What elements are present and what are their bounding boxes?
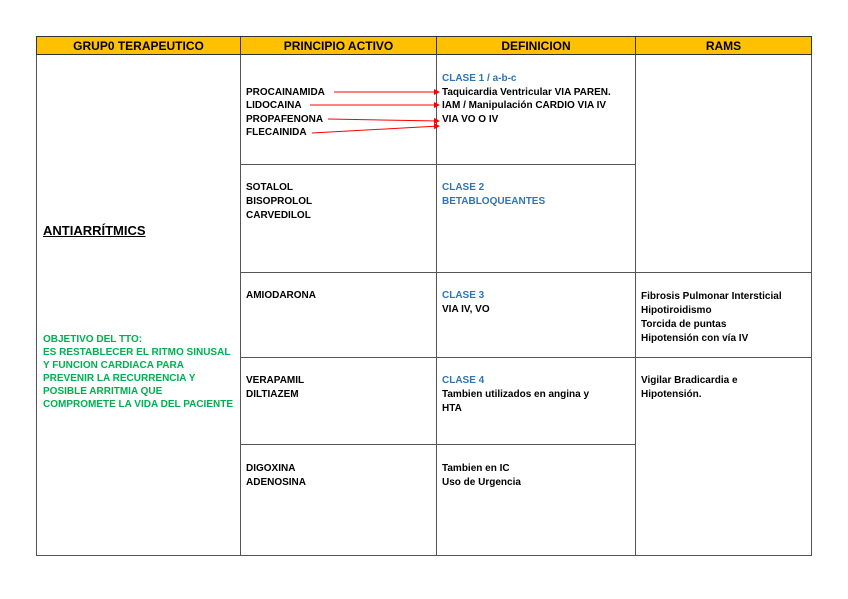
row2-drug-1: SOTALOL xyxy=(246,182,294,193)
row1-definition-1: Taquicardia Ventricular VIA PAREN. xyxy=(442,87,611,98)
row2-drug-3: CARVEDILOL xyxy=(246,210,311,221)
header-definicion: DEFINICION xyxy=(436,36,636,55)
row1-drug-3: PROPAFENONA xyxy=(246,114,324,125)
row4-drug-2: DILTIAZEM xyxy=(246,389,299,400)
row3-rams-2: Hipotiroidismo xyxy=(641,305,712,316)
row5-drug-1: DIGOXINA xyxy=(246,463,296,474)
header-grupo-terapeutico: GRUP0 TERAPEUTICO xyxy=(36,36,241,55)
row1-drug-1: PROCAINAMIDA xyxy=(246,87,325,98)
arrow-flecainida xyxy=(312,126,439,133)
row3-rams-4: Hipotensión con vía IV xyxy=(641,333,749,344)
row5-drug-2: ADENOSINA xyxy=(246,477,307,488)
row4-rams-2: Hipotensión. xyxy=(641,389,702,400)
row1-definition-2: IAM / Manipulación CARDIO VIA IV xyxy=(442,100,607,111)
group-title: ANTIARRÍTMICS xyxy=(43,223,146,238)
row5-definition-2: Uso de Urgencia xyxy=(442,477,521,488)
row4-definition-1: Tambien utilizados en angina y xyxy=(442,389,590,400)
row5-definition-1: Tambien en IC xyxy=(442,463,510,474)
header-rams: RAMS xyxy=(635,36,812,55)
row3-class-label: CLASE 3 xyxy=(442,290,485,301)
row3-definition-1: VIA IV, VO xyxy=(442,304,490,315)
row1-drug-4: FLECAINIDA xyxy=(246,127,307,138)
row1-definition-3: VIA VO O IV xyxy=(442,114,499,125)
row4-class-label: CLASE 4 xyxy=(442,375,485,386)
row3-drug-1: AMIODARONA xyxy=(246,290,316,301)
row1-drug-2: LIDOCAINA xyxy=(246,100,302,111)
objective-text: ES RESTABLECER EL RITMO SINUSAL Y FUNCION CARDIACA PARA PREVENIR LA RECURRENCIA Y POSIBLE ARRITMIA QUE COMPROMETE LA VIDA DEL PACIENTE xyxy=(43,347,234,410)
row3-rams-3: Torcida de puntas xyxy=(641,319,727,330)
row2-drug-2: BISOPROLOL xyxy=(246,196,313,207)
row1-class-label: CLASE 1 / a-b-c xyxy=(442,73,517,84)
row4-definition-2: HTA xyxy=(442,403,462,414)
header-principio-activo: PRINCIPIO ACTIVO xyxy=(240,36,437,55)
row4-drug-1: VERAPAMIL xyxy=(246,375,305,386)
arrow-propafenona xyxy=(328,119,439,121)
objective-label: OBJETIVO DEL TTO: xyxy=(43,334,143,345)
row2-definition-1: BETABLOQUEANTES xyxy=(442,196,546,207)
row4-rams-1: Vigilar Bradicardia e xyxy=(641,375,738,386)
row2-class-label: CLASE 2 xyxy=(442,182,485,193)
row3-rams-1: Fibrosis Pulmonar Intersticial xyxy=(641,291,782,302)
